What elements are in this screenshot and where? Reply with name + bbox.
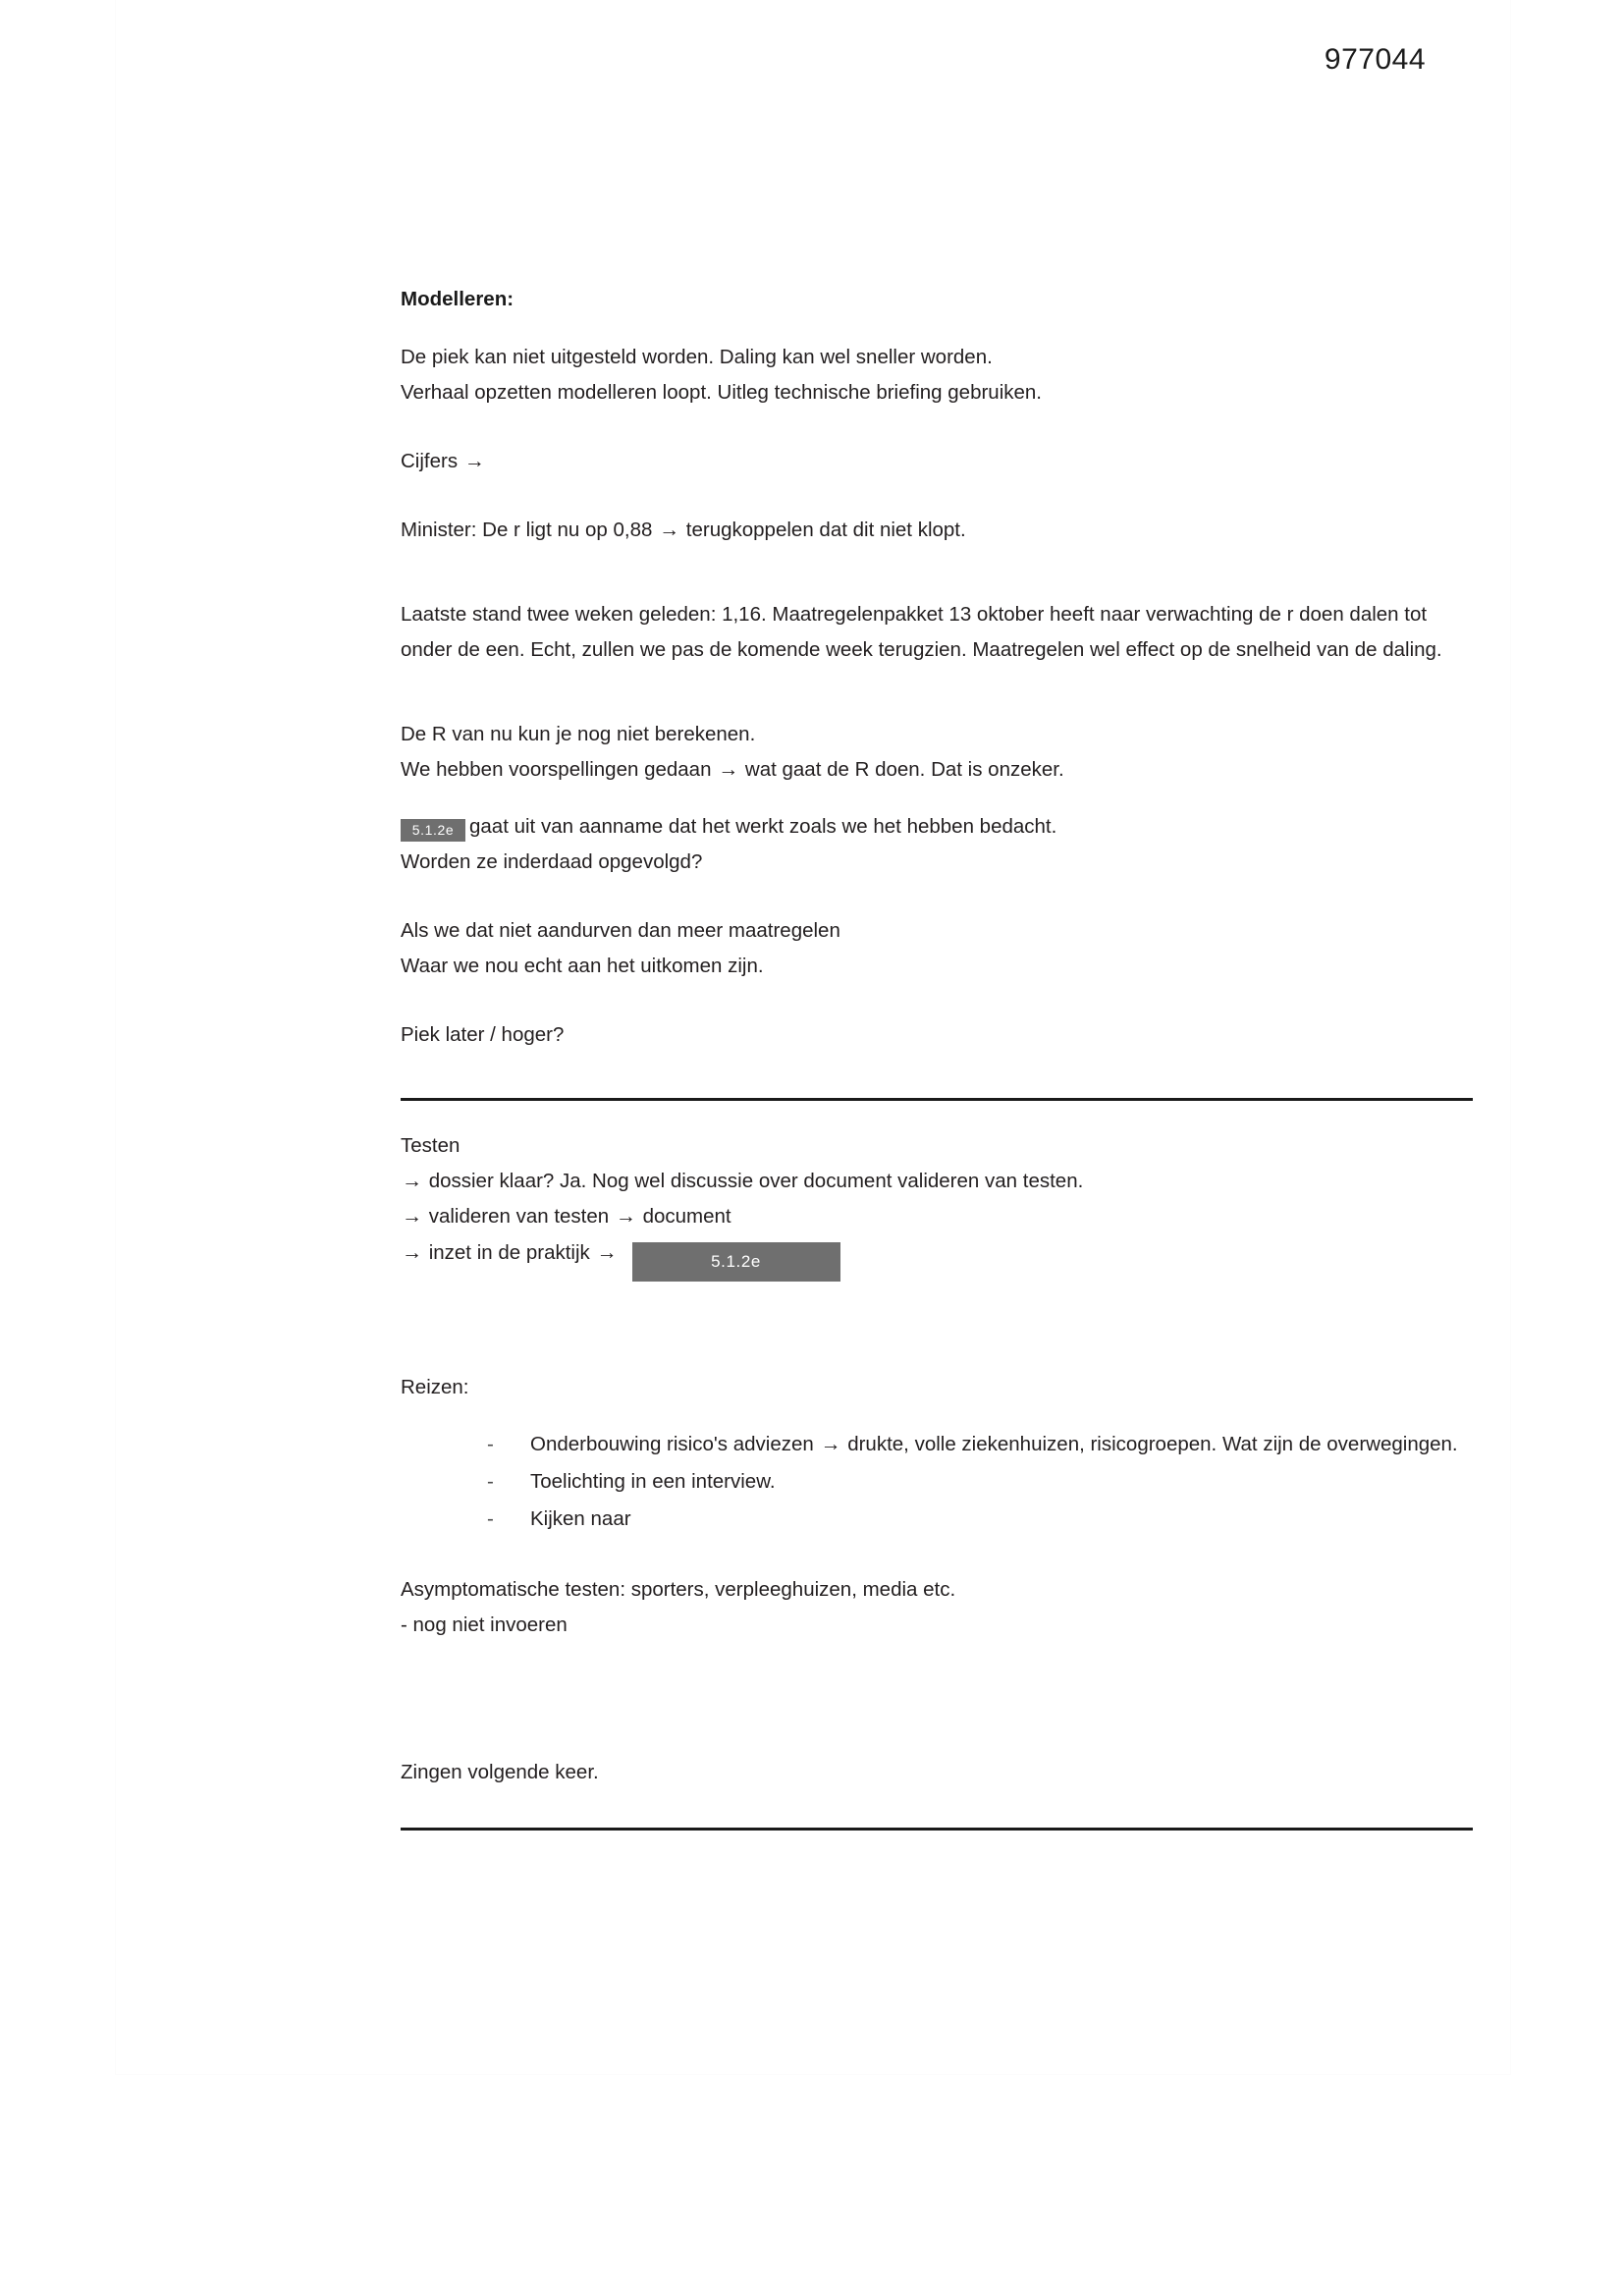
paragraph-worden-ze: Worden ze inderdaad opgevolgd? <box>401 850 703 873</box>
document-body <box>401 283 1473 1831</box>
divider-wrap-bottom <box>401 1828 1473 1831</box>
horizontal-divider-2 <box>401 1828 1473 1831</box>
spacer <box>401 1706 1473 1755</box>
reizen-list <box>401 1427 1473 1537</box>
spacer <box>401 479 1473 513</box>
paragraph-minister <box>401 513 1473 548</box>
list-bullet-dash: - <box>487 1433 494 1455</box>
arrow-right-icon: → <box>596 1241 618 1264</box>
list-bullet-dash: - <box>487 1470 494 1493</box>
redaction-box-inline: 5.1.2e <box>401 819 465 842</box>
paragraph-aandurven: Als we dat niet aandurven dan meer maatregelen <box>401 919 840 942</box>
spacer <box>401 1539 1473 1572</box>
arrow-right-icon: → <box>615 1205 636 1228</box>
redacted-line-text: gaat uit van aanname dat het werkt zoals we het hebben bedacht. <box>469 815 1057 838</box>
arrow-right-icon: → <box>820 1433 841 1455</box>
minister-text-before: Minister: De r ligt nu op 0,88 <box>401 519 653 541</box>
paragraph-asymptomatisch-line2: - nog niet invoeren <box>401 1613 568 1636</box>
document-page <box>116 0 1510 2074</box>
paragraph-cijfers <box>401 444 1473 479</box>
paragraph-asymptomatisch-line1: Asymptomatische testen: sporters, verpleeghuizen, media etc. <box>401 1578 956 1601</box>
paragraph-laatste-stand: Laatste stand twee weken geleden: 1,16. Maatregelenpakket 13 oktober heeft naar verwachting de r doen dalen tot onder de een. Echt, zullen we pas de komende week terugzien. Maatregelen wel effect op de snelheid van de daling. <box>401 603 1442 661</box>
spacer <box>401 668 1473 717</box>
spacer <box>401 880 1473 913</box>
arrow-right-icon: → <box>463 450 485 472</box>
paragraph-r-van-nu: De R van nu kun je nog niet berekenen. <box>401 723 756 745</box>
testen-line-2-text-a: valideren van testen <box>428 1205 610 1228</box>
spacer <box>401 1337 1473 1370</box>
paragraph-piek: Piek later / hoger? <box>401 1023 565 1046</box>
list-item <box>401 1502 1473 1537</box>
arrow-right-icon: → <box>402 1205 422 1228</box>
testen-line-1-text: dossier klaar? Ja. Nog wel discussie over document valideren van testen. <box>428 1170 1084 1192</box>
arrow-right-icon: → <box>659 519 680 541</box>
testen-line-1 <box>401 1164 1473 1199</box>
arrow-right-icon: → <box>402 1241 422 1264</box>
paragraph-zingen: Zingen volgende keer. <box>401 1761 599 1783</box>
section-heading-modelleren: Modelleren: <box>401 288 514 310</box>
spacer <box>401 410 1473 444</box>
spacer <box>401 984 1473 1017</box>
paragraph-voorspellingen <box>401 752 1473 788</box>
list-bullet-dash: - <box>487 1507 494 1530</box>
spacer <box>401 788 1473 809</box>
page-folio-number: 977044 <box>1324 43 1426 76</box>
redaction-box-block: 5.1.2e <box>632 1242 840 1282</box>
spacer <box>401 548 1473 597</box>
paragraph-uitkomen: Waar we nou echt aan het uitkomen zijn. <box>401 955 764 977</box>
testen-line-3-text: inzet in de praktijk <box>428 1241 590 1264</box>
voorspellingen-after: wat gaat de R doen. Dat is onzeker. <box>744 758 1064 781</box>
list-item <box>401 1427 1473 1462</box>
list-item-text-before: Kijken naar <box>530 1507 631 1530</box>
paragraph-modelleren-line1: De piek kan niet uitgesteld worden. Daling kan wel sneller worden. <box>401 346 993 368</box>
section-heading-reizen: Reizen: <box>401 1376 469 1398</box>
minister-text-after: terugkoppelen dat dit niet klopt. <box>685 519 966 541</box>
paragraph-redacted-aanname <box>401 809 1473 845</box>
paragraph-modelleren-line2: Verhaal opzetten modelleren loopt. Uitleg technische briefing gebruiken. <box>401 381 1042 404</box>
list-item-text-after: drukte, volle ziekenhuizen, risicogroepen. Wat zijn de overwegingen. <box>847 1433 1458 1455</box>
testen-line-2 <box>401 1199 1473 1234</box>
section-heading-testen: Testen <box>401 1134 460 1157</box>
list-item <box>401 1464 1473 1500</box>
spacer <box>401 1643 1473 1706</box>
testen-line-2-text-b: document <box>642 1205 731 1228</box>
arrow-right-icon: → <box>402 1170 422 1192</box>
list-item-text-before: Toelichting in een interview. <box>530 1470 776 1493</box>
testen-line-3 <box>401 1234 1473 1274</box>
horizontal-divider-1 <box>401 1098 1473 1101</box>
spacer <box>401 1274 1473 1337</box>
voorspellingen-before: We hebben voorspellingen gedaan <box>401 758 712 781</box>
divider-wrap-top <box>401 1098 1473 1101</box>
cijfers-label: Cijfers <box>401 450 459 472</box>
list-item-text-before: Onderbouwing risico's adviezen <box>530 1433 814 1455</box>
arrow-right-icon: → <box>718 758 739 781</box>
